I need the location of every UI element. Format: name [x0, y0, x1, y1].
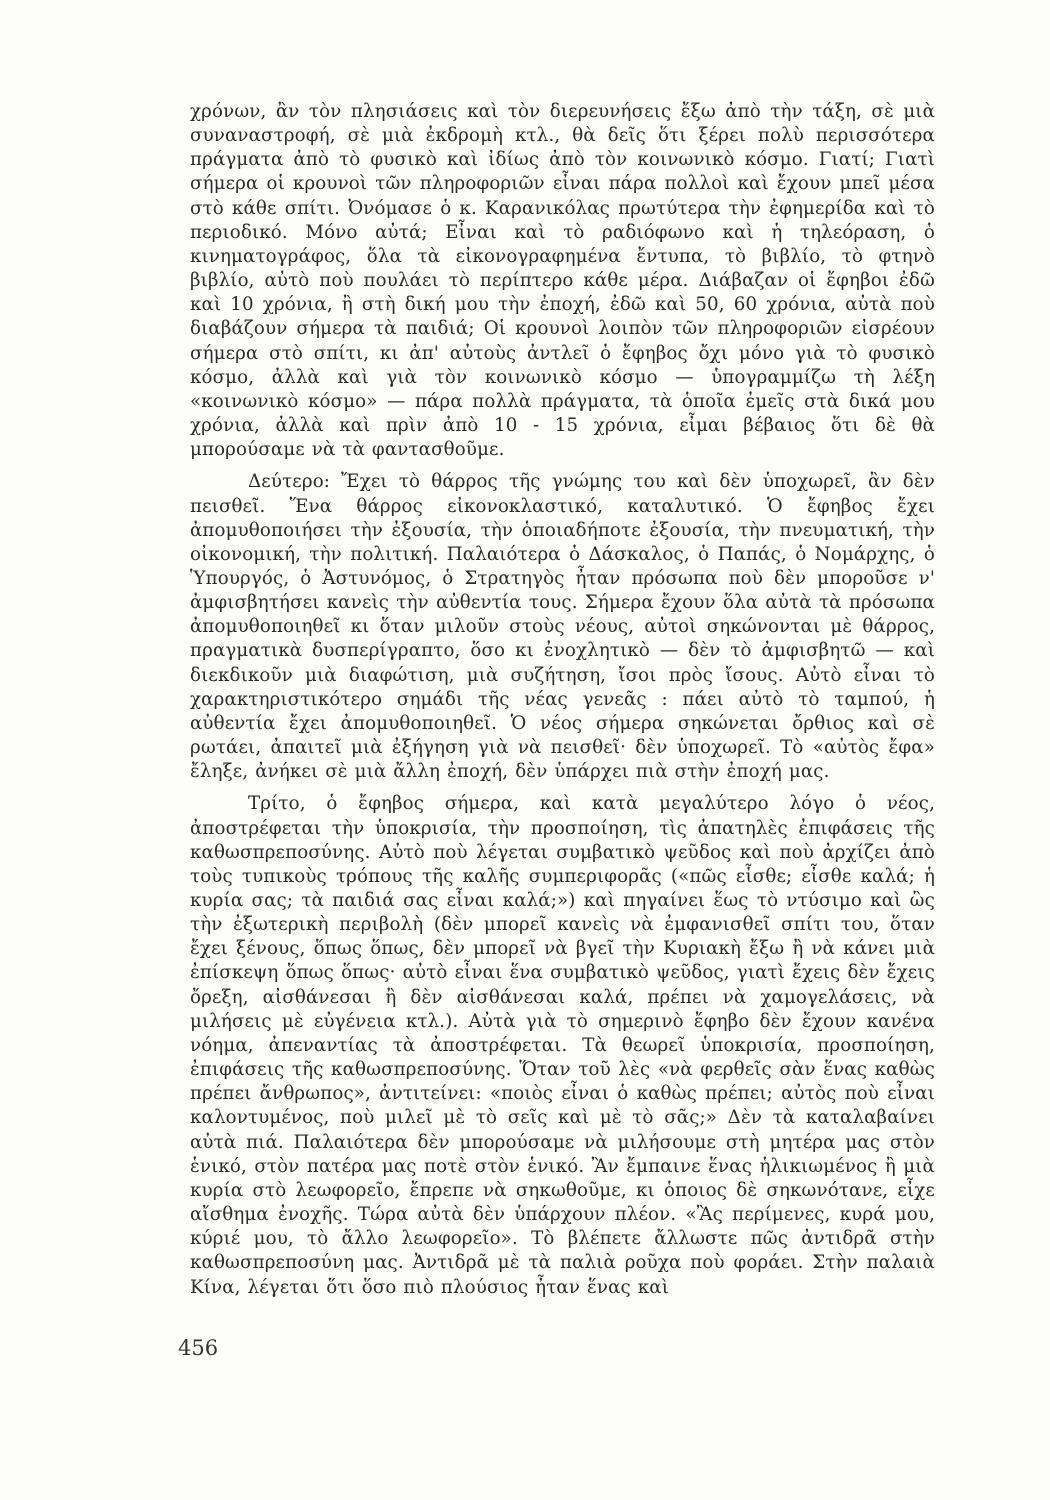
page-number: 456 [178, 1336, 219, 1360]
paragraph-3: Τρίτο, ὁ ἔφηβος σήμερα, καὶ κατὰ μεγαλύτερο λόγο ὁ νέος, ἀποστρέφεται τὴν ὑποκρισία, τὴν προσποίηση, τὶς ἀπατηλὲς ἐπιφάσεις τῆς καθωσπρεποσύνης. Αὐτὸ ποὺ λέγεται συμβατικὸ ψεῦδος καὶ ποὺ ἀρχίζει ἀπὸ τοὺς τυπικοὺς τρόπους τῆς καλῆς συμπεριφορᾶς («πῶς εἶσθε; εἶσθε καλά; ἡ κυρία σας; τὰ παιδιά σας εἶναι καλά;») καὶ πηγαίνει ἕως τὸ ντύσιμο καὶ ὣς τὴν ἐξωτερικὴ περιβολὴ (δὲν μπορεῖ κανεὶς νὰ ἐμφανισθεῖ σπίτι του, ὅταν ἔχει ξένους, ὅπως ὅπως, δὲν μπορεῖ νὰ βγεῖ τὴν Κυριακὴ ἔξω ἢ νὰ κάνει μιὰ ἐπίσκεψη ὅπως ὅπως· αὐτὸ εἶναι ἕνα συμβατικὸ ψεῦδος, γιατὶ ἔχεις δὲν ἔχεις ὄρεξη, αἰσθάνεσαι ἢ δὲν αἰσθάνεσαι καλά, πρέπει νὰ χαμογελάσεις, νὰ μιλήσεις μὲ εὐγένεια κτλ.). Αὐτὰ γιὰ τὸ σημερινὸ ἔφηβο δὲν ἔχουν κανένα νόημα, ἀπεναντίας τὰ ἀποστρέφεται. Τὰ θεωρεῖ ὑποκρισία, προσποίηση, ἐπιφάσεις τῆς καθωσπρεποσύνης. Ὅταν τοῦ λὲς «νὰ φερθεῖς σὰν ἕνας καθὼς πρέπει ἄνθρωπος», ἀντιτείνει: «ποιὸς εἶναι ὁ καθὼς πρέπει; αὐτὸς ποὺ εἶναι καλοντυμένος, ποὺ μιλεῖ μὲ τὸ σεῖς καὶ μὲ τὸ σᾶς;» Δὲν τὰ καταλαβαίνει αὐτὰ πιά. Παλαιότερα δὲν μπορούσαμε νὰ μιλήσουμε στὴ μητέρα μας στὸν ἑνικό, στὸν πατέρα μας ποτὲ στὸν ἑνικό. Ἂν ἔμπαινε ἕνας ἡλικιωμένος ἢ μιὰ κυρία στὸ λεωφορεῖο, ἔπρεπε νὰ σηκωθοῦμε, κι ὁποιος δὲ σηκωνότανε, εἶχε αἴσθημα ἐνοχῆς. Τώρα αὐτὰ δὲν ὑπάρχουν πλέον. «Ἂς περίμενες, κυρά μου, κύριέ μου, τὸ ἄλλο λεωφορεῖο». Τὸ βλέπετε ἄλλωστε πῶς ἀντιδρᾶ στὴν καθωσπρεποσύνη μας. Ἀντιδρᾶ μὲ τὰ παλιὰ ροῦχα ποὺ φοράει. Στὴν παλαιὰ Κίνα, λέγεται ὅτι ὅσο πιὸ πλούσιος ἦταν ἕνας καὶ [190, 793, 935, 1298]
paragraph-2: Δεύτερο: Ἔχει τὸ θάρρος τῆς γνώμης του καὶ δὲν ὑποχωρεῖ, ἂν δὲν πεισθεῖ. Ἕνα θάρρος εἰκονοκλαστικό, καταλυτικό. Ὁ ἔφηβος ἔχει ἀπομυθοποιήσει τὴν ἐξουσία, τὴν ὁποιαδήποτε ἐξουσία, τὴν πνευματική, τὴν οἰκονομική, τὴν πολιτική. Παλαιότερα ὁ Δάσκαλος, ὁ Παπάς, ὁ Νομάρχης, ὁ Ὑπουργός, ὁ Ἀστυνόμος, ὁ Στρατηγὸς ἦταν πρόσωπα ποὺ δὲν μποροῦσε ν' ἀμφισβητήσει κανεὶς τὴν αὐθεντία τους. Σήμερα ἔχουν ὅλα αὐτὰ τὰ πρόσωπα ἀπομυθοποιηθεῖ κι ὅταν μιλοῦν στοὺς νέους, αὐτοὶ σηκώνονται μὲ θάρρος, πραγματικὰ δυσπερίγραπτο, ὅσο κι ἐνοχλητικὸ — δὲν τὸ ἀμφισβητῶ — καὶ διεκδικοῦν μιὰ διαφώτιση, μιὰ συζήτηση, ἴσοι πρὸς ἴσους. Αὐτὸ εἶναι τὸ χαρακτηριστικότερο σημάδι τῆς νέας γενεᾶς : πάει αὐτὸ τὸ ταμπού, ἡ αὐθεντία ἔχει ἀπομυθοποιηθεῖ. Ὁ νέος σήμερα σηκώνεται ὄρθιος καὶ σὲ ρωτάει, ἀπαιτεῖ μιὰ ἐξήγηση γιὰ νὰ πεισθεῖ· δὲν ὑποχωρεῖ. Τὸ «αὐτὸς ἔφα» ἔληξε, ἀνήκει σὲ μιὰ ἄλλη ἐποχή, δὲν ὑπάρχει πιὰ στὴν ἐποχή μας. [190, 471, 935, 783]
body-text [190, 100, 935, 1300]
paragraph-1: χρόνων, ἂν τὸν πλησιάσεις καὶ τὸν διερευνήσεις ἔξω ἀπὸ τὴν τάξη, σὲ μιὰ συναναστροφή, σὲ μιὰ ἐκδρομὴ κτλ., θὰ δεῖς ὅτι ξέρει πολὺ περισσότερα πράγματα ἀπὸ τὸ φυσικὸ καὶ ἰδίως ἀπὸ τὸν κοινωνικὸ κόσμο. Γιατί; Γιατὶ σήμερα οἱ κρουνοὶ τῶν πληροφοριῶν εἶναι πάρα πολλοὶ καὶ ἔχουν μπεῖ μέσα στὸ κάθε σπίτι. Ὀνόμασε ὁ κ. Καρανικόλας πρωτύτερα τὴν ἐφημερίδα καὶ τὸ περιοδικό. Μόνο αὐτά; Εἶναι καὶ τὸ ραδιόφωνο καὶ ἡ τηλεόραση, ὁ κινηματογράφος, ὅλα τὰ εἰκονογραφημένα ἔντυπα, τὸ βιβλίο, τὸ φτηνὸ βιβλίο, αὐτὸ ποὺ πουλάει τὸ περίπτερο κάθε μέρα. Διάβαζαν οἱ ἔφηβοι ἐδῶ καὶ 10 χρόνια, ἢ στὴ δική μου τὴν ἐποχή, ἐδῶ καὶ 50, 60 χρόνια, αὐτὰ ποὺ διαβάζουν σήμερα τὰ παιδιά; Οἱ κρουνοὶ λοιπὸν τῶν πληροφοριῶν εἰσρέουν σήμερα στὸ σπίτι, κι ἀπ' αὐτοὺς ἀντλεῖ ὁ ἔφηβος ὄχι μόνο γιὰ τὸ φυσικὸ κόσμο, ἀλλὰ καὶ γιὰ τὸν κοινωνικὸ κόσμο — ὑπογραμμίζω τὴ λέξη «κοινωνικὸ κόσμο» — πάρα πολλὰ πράγματα, τὰ ὁποῖα ἐμεῖς στὰ δικά μου χρόνια, ἀλλὰ καὶ πρὶν ἀπὸ 10 - 15 χρόνια, εἶμαι βέβαιος ὅτι δὲ θὰ μπορούσαμε νὰ τὰ φαντασθοῦμε. [190, 101, 935, 461]
